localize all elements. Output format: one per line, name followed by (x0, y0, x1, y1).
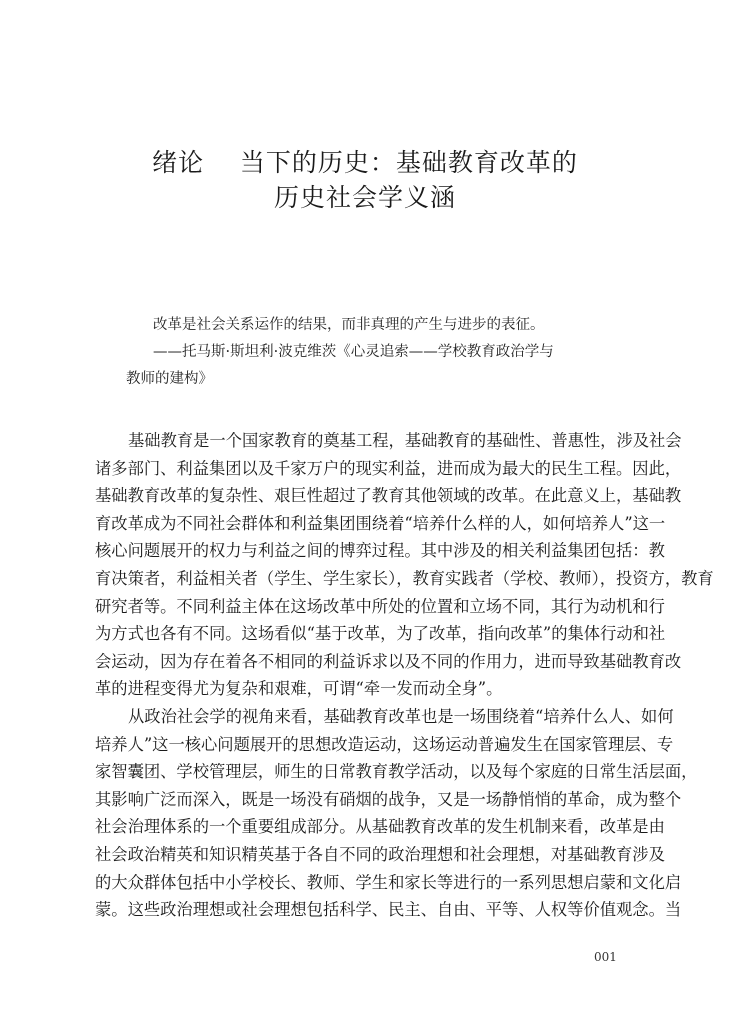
body-line: 核心问题展开的权力与利益之间的博弈过程。其中涉及的相关利益集团包括：教 (95, 541, 665, 561)
body-line: 家智囊团、学校管理层，师生的日常教育教学活动，以及每个家庭的日常生活层面， (95, 762, 698, 782)
body-line: 研究者等。不同利益主体在这场改革中所处的位置和立场不同，其行为动机和行 (95, 596, 665, 616)
body-line: 育决策者，利益相关者（学生、学生家长），教育实践者（学校、教师），投资方，教育 (95, 568, 714, 588)
chapter-title-line-1: 绪论 当下的历史：基础教育改革的 (152, 148, 578, 177)
body-line: 为方式也各有不同。这场看似“基于改革，为了改革，指向改革”的集体行动和社 (95, 624, 666, 644)
body-line: 的大众群体包括中小学校长、教师、学生和家长等进行的一系列思想启蒙和文化启 (95, 872, 682, 892)
body-line: 社会政治精英和知识精英基于各自不同的政治理想和社会理想，对基础教育涉及 (95, 844, 665, 864)
body-line: 社会治理体系的一个重要组成部分。从基础教育改革的发生机制来看，改革是由 (95, 817, 665, 837)
epigraph-attribution-line-1: ——托马斯·斯坦利·波克维茨《心灵追索——学校教育政治学与 (153, 344, 554, 360)
body-line: 诸多部门、利益集团以及千家万户的现实利益，进而成为最大的民生工程。因此， (95, 458, 682, 478)
body-line: 基础教育是一个国家教育的奠基工程，基础教育的基础性、普惠性，涉及社会 (128, 431, 682, 450)
epigraph-attribution-line-2: 教师的建构》 (126, 371, 213, 387)
body-text (95, 427, 714, 924)
body-line: 基础教育改革的复杂性、艰巨性超过了教育其他领域的改革。在此意义上，基础教 (95, 486, 682, 506)
epigraph-quote: 改革是社会关系运作的结果，而非真理的产生与进步的表征。 (153, 317, 545, 333)
chapter-title-line-2: 历史社会学义涵 (273, 183, 456, 212)
body-line: 育改革成为不同社会群体和利益集团围绕着“培养什么样的人，如何培养人”这一 (95, 513, 666, 533)
body-line: 培养人”这一核心问题展开的思想改造运动，这场运动普遍发生在国家管理层、专 (95, 734, 674, 754)
body-line: 革的进程变得尤为复杂和艰难，可谓“牵一发而动全身”。 (95, 679, 503, 699)
page-number: 001 (594, 950, 617, 964)
body-line: 蒙。这些政治理想或社会理想包括科学、民主、自由、平等、人权等价值观念。当 (95, 900, 682, 920)
body-line: 从政治社会学的视角来看，基础教育改革也是一场围绕着“培养什么人、如何 (128, 706, 674, 726)
body-line: 会运动，因为存在着各不相同的利益诉求以及不同的作用力，进而导致基础教育改 (95, 651, 682, 671)
body-line: 其影响广泛而深入，既是一场没有硝烟的战争，又是一场静悄悄的革命，成为整个 (95, 789, 682, 809)
